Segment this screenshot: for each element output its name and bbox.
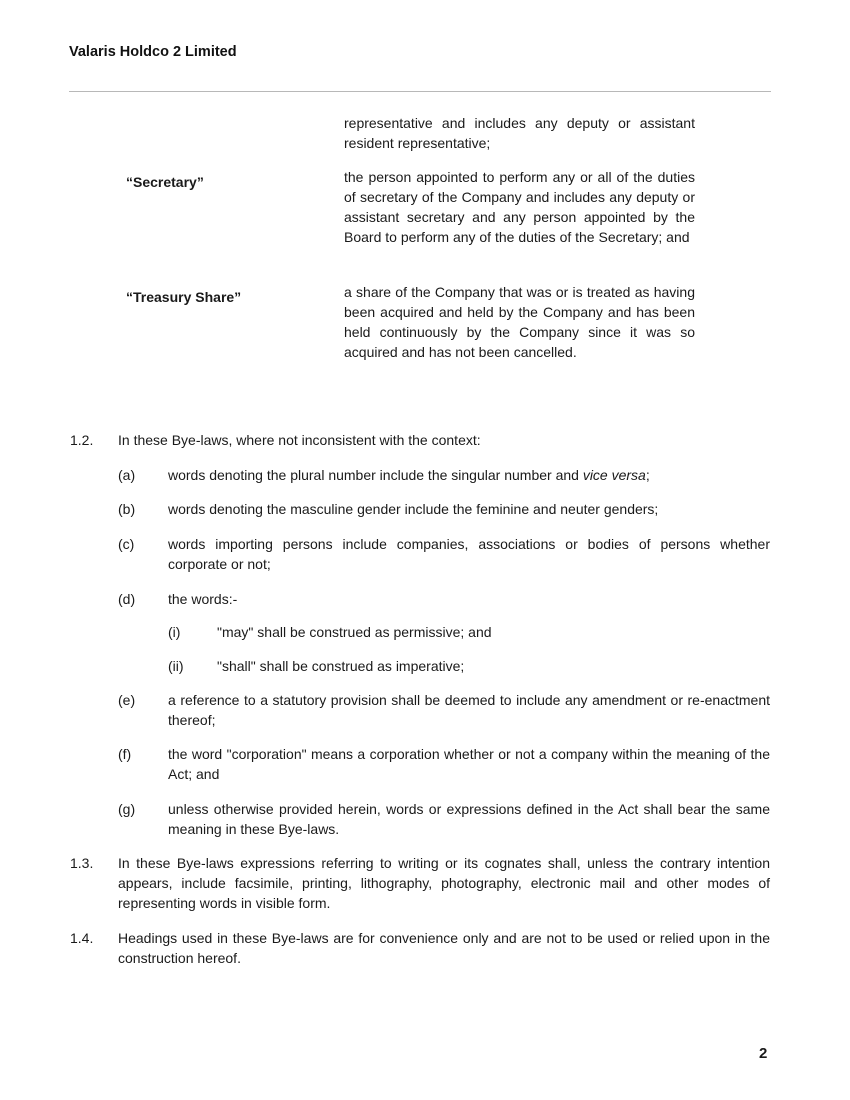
header-divider	[69, 91, 771, 92]
definition-term-treasury-share: “Treasury Share”	[126, 289, 242, 305]
definition-continuation: representative and includes any deputy or assistant resident representative;	[344, 115, 695, 151]
list-item-label: (f)	[118, 746, 132, 762]
list-item-text: the words:-	[168, 591, 238, 607]
item-text-plain: words denoting the plural number include the singular number and	[168, 467, 583, 483]
list-item-label: (g)	[118, 801, 136, 817]
sublist-item-label: (ii)	[168, 658, 184, 674]
clause-number-1-4: 1.4.	[70, 930, 94, 946]
definition-body-secretary: the person appointed to perform any or all of the duties of secretary of the Company and includes any deputy or assistant secretary and any person appointed by the Board to perform any of the duties of the Secretary; and	[344, 169, 695, 245]
document-header-title: Valaris Holdco 2 Limited	[69, 44, 237, 60]
item-text-italic: vice versa	[582, 467, 646, 483]
list-item-text: a reference to a statutory provision shall be deemed to include any amendment or re-enactment thereof;	[168, 692, 770, 728]
definition-body-treasury-share: a share of the Company that was or is treated as having been acquired and held by the Company and has been held continuously by the Company since it was so acquired and has not been cancelled.	[344, 284, 695, 360]
list-item-label: (e)	[118, 692, 136, 708]
list-item-label: (b)	[118, 501, 136, 517]
clause-number-1-3: 1.3.	[70, 855, 94, 871]
definition-term-secretary: “Secretary”	[126, 174, 204, 190]
sublist-item-text: "may" shall be construed as permissive; and	[217, 624, 492, 640]
list-item-text	[168, 465, 770, 485]
list-item-label: (a)	[118, 467, 136, 483]
list-item-text: unless otherwise provided herein, words or expressions defined in the Act shall bear the same meaning in these Bye-laws.	[168, 801, 770, 837]
list-item-text: words denoting the masculine gender include the feminine and neuter genders;	[168, 501, 659, 517]
list-item-label: (d)	[118, 591, 136, 607]
list-item-text: words importing persons include companies, associations or bodies of persons whether corporate or not;	[168, 536, 770, 572]
sublist-item-text: "shall" shall be construed as imperative;	[217, 658, 465, 674]
list-item-text: the word "corporation" means a corporation whether or not a company within the meaning of the Act; and	[168, 746, 770, 782]
clause-number-1-2: 1.2.	[70, 432, 94, 448]
clause-text-1-4: Headings used in these Bye-laws are for convenience only and are not to be used or relied upon in the construction hereof.	[118, 930, 770, 966]
clause-intro-1-2: In these Bye-laws, where not inconsistent with the context:	[118, 432, 481, 448]
page-number: 2	[759, 1045, 768, 1062]
list-item-label: (c)	[118, 536, 135, 552]
sublist-item-label: (i)	[168, 624, 181, 640]
item-text-suffix: ;	[645, 467, 650, 483]
clause-text-1-3: In these Bye-laws expressions referring to writing or its cognates shall, unless the contrary intention appears, include facsimile, printing, lithography, photography, electronic mail and other modes of representing words in visible form.	[118, 855, 770, 911]
